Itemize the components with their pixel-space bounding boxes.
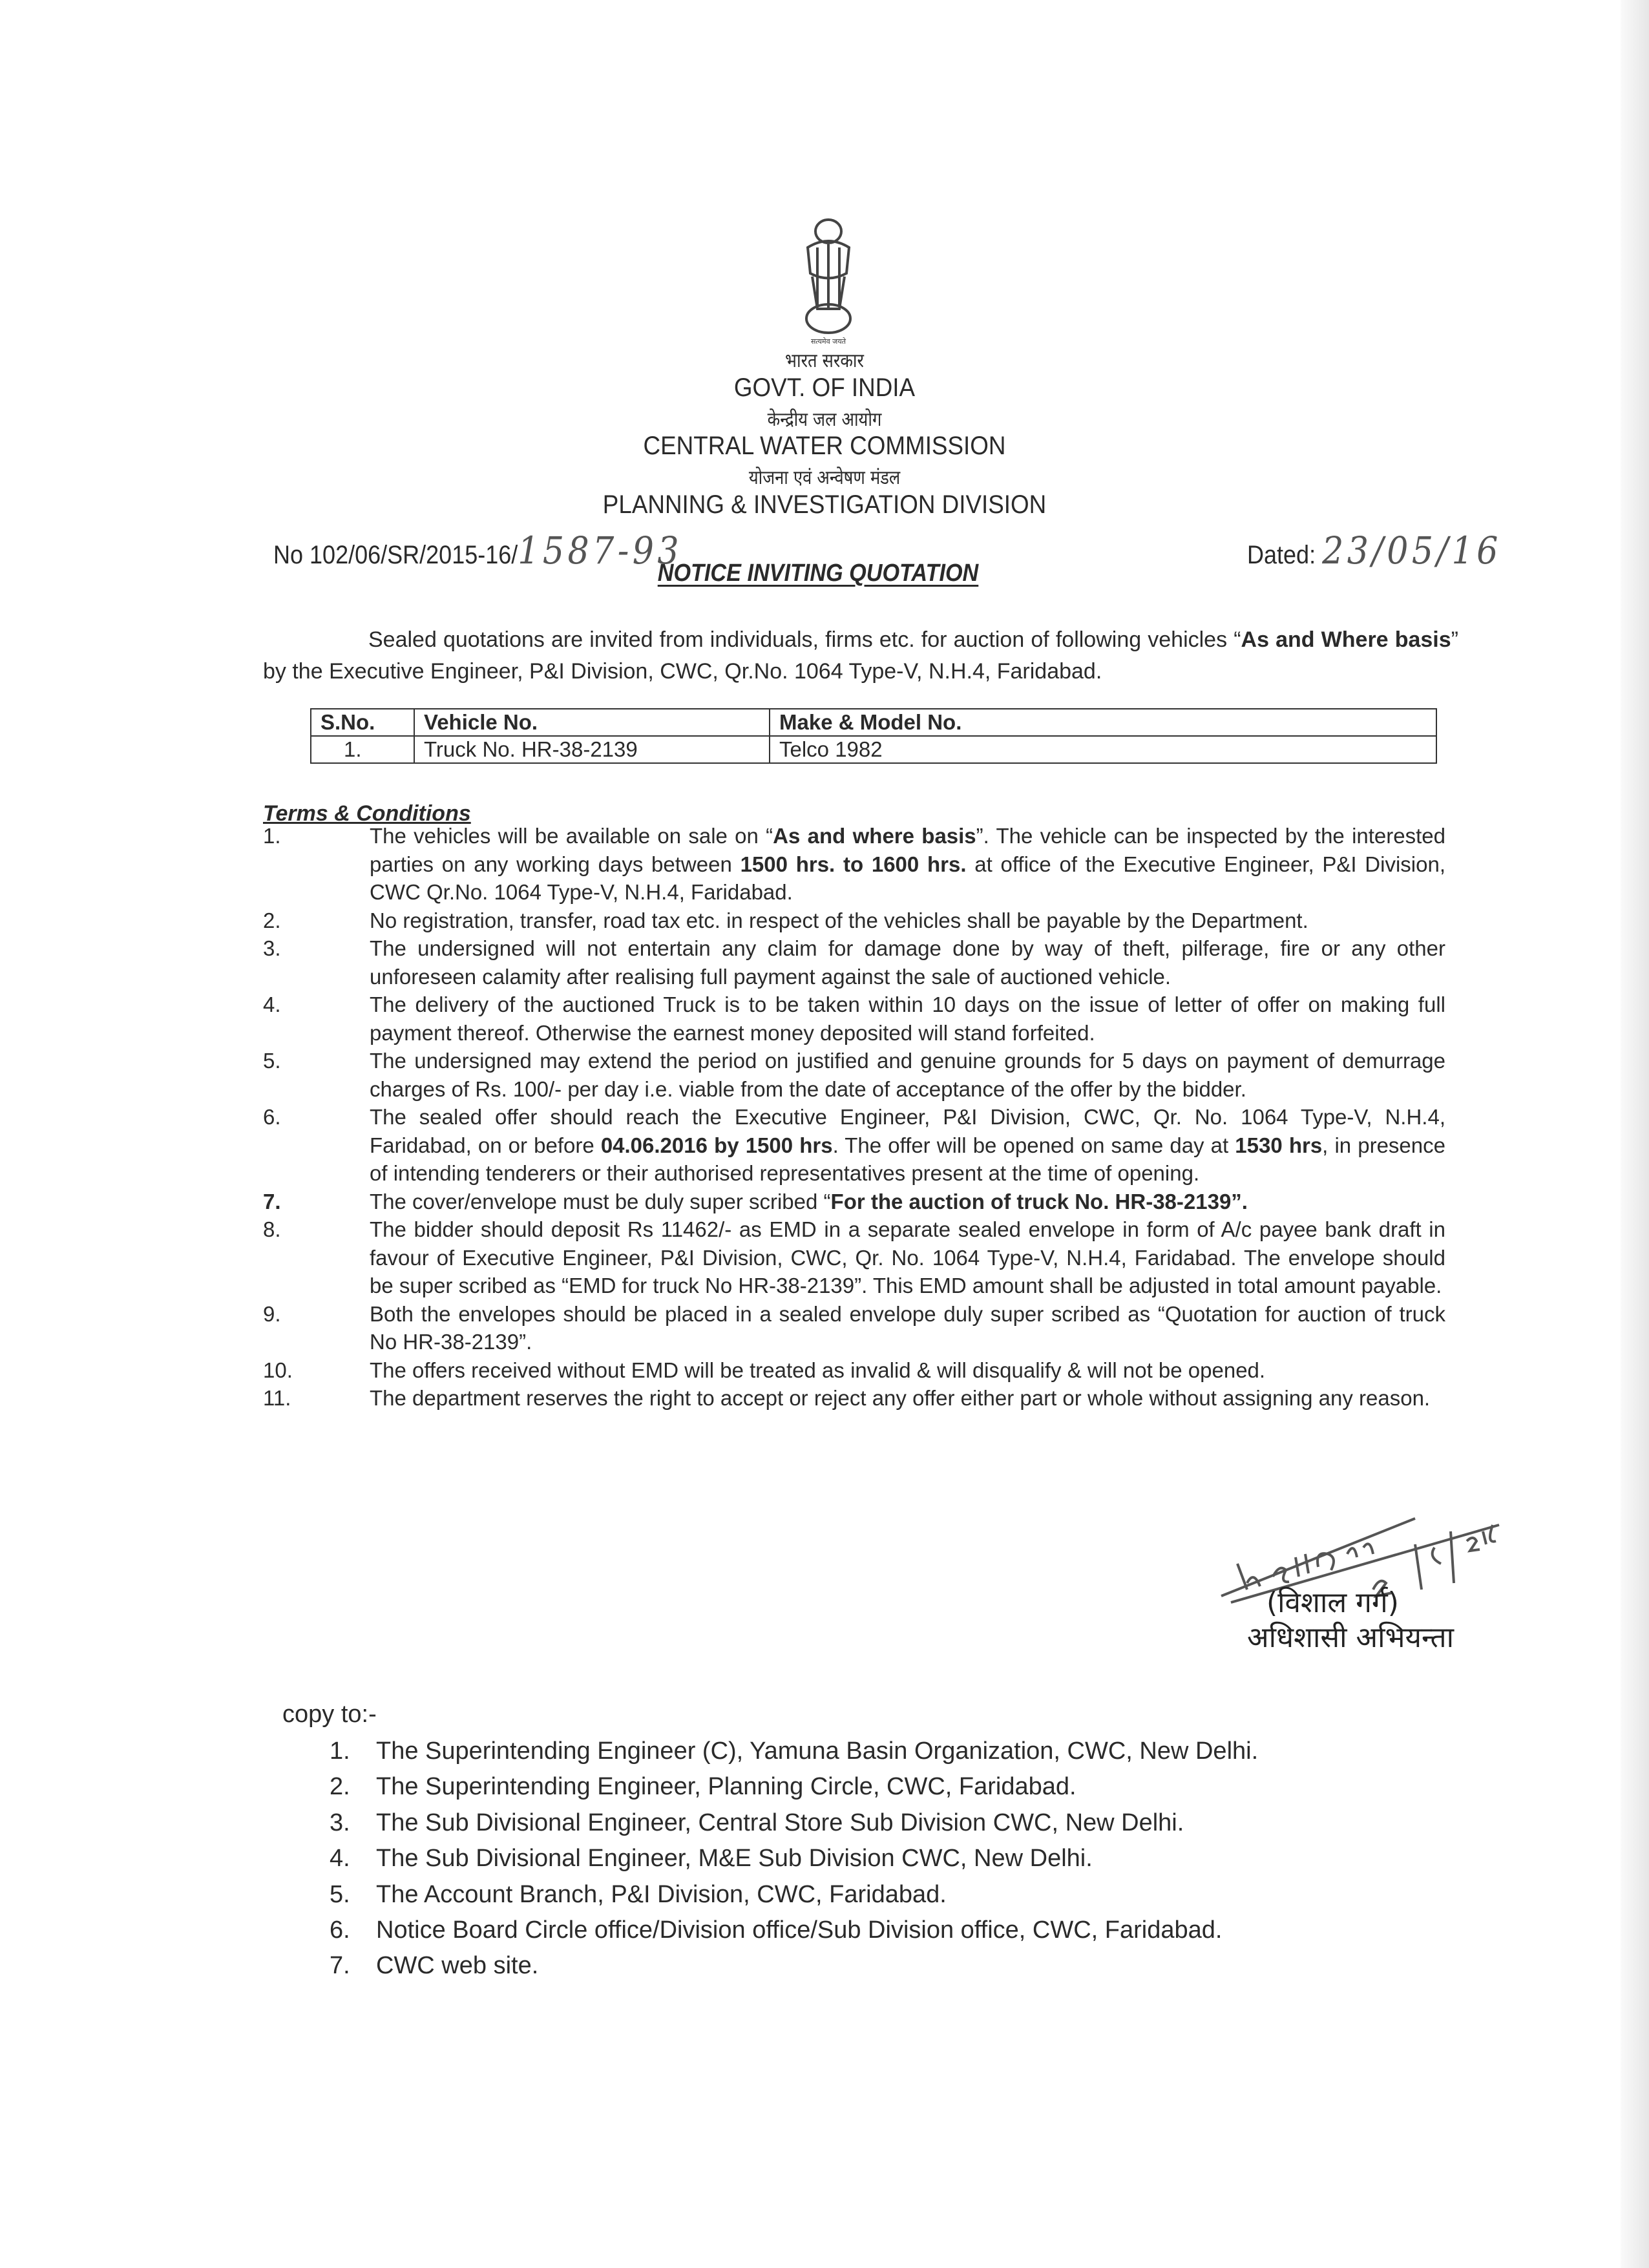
term-text <box>370 991 1445 1047</box>
term-text-segment: . The offer will be opened on same day at <box>832 1133 1235 1157</box>
copy-to-text: The Superintending Engineer (C), Yamuna Basin Organization, CWC, New Delhi. <box>376 1738 1259 1765</box>
term-text-segment: The offers received without EMD will be treated as invalid & will disqualify & will not be opened. <box>370 1358 1266 1382</box>
term-number: 8. <box>263 1217 281 1241</box>
term-item <box>263 991 1445 1047</box>
division-hindi: योजना एवं अन्वेषण मंडल <box>748 467 901 489</box>
copy-to-list <box>330 1734 1258 1984</box>
col-make: Make & Model No. <box>770 709 1436 736</box>
govt-title: GOVT. OF INDIA <box>733 373 916 402</box>
term-item <box>263 822 1445 907</box>
division-title: PLANNING & INVESTIGATION DIVISION <box>602 490 1047 519</box>
copy-to-item <box>330 1841 1258 1876</box>
copy-to-number: 6. <box>330 1916 350 1944</box>
term-number: 5. <box>263 1049 281 1073</box>
term-text-segment: , in presence of intending tenderers or their authorised representatives present at the time of opening. <box>370 1133 1445 1185</box>
term-number: 7. <box>263 1189 281 1213</box>
term-text-segment: No registration, transfer, road tax etc. in respect of the vehicles shall be payable by the Department. <box>370 908 1308 932</box>
cwc-title: CENTRAL WATER COMMISSION <box>643 432 1006 460</box>
term-item <box>263 1356 1445 1385</box>
copy-to-item <box>330 1948 1258 1984</box>
term-number: 2. <box>263 908 281 932</box>
signatory-name: (विशाल गर्ग) <box>1266 1586 1399 1619</box>
handwritten-date: 23/05/16 <box>1322 529 1502 572</box>
term-text-segment: The vehicles will be available on sale on “ <box>370 824 773 848</box>
terms-list <box>263 822 1445 1412</box>
term-item <box>263 907 1445 935</box>
govt-hindi: भारत सरकार <box>785 350 864 372</box>
cwc-hindi: केन्द्रीय जल आयोग <box>767 408 882 431</box>
cell-make: Telco 1982 <box>770 736 1436 763</box>
cell-sno: 1. <box>311 736 414 763</box>
dated-label: Dated: <box>1247 541 1316 569</box>
ref-number-text: No 102/06/SR/2015-16/ <box>273 541 518 569</box>
copy-to-item <box>330 1805 1258 1841</box>
copy-to-number: 3. <box>330 1809 350 1836</box>
term-text-segment: The undersigned may extend the period on justified and genuine grounds for 5 days on payment of demurrage charges of Rs. 100/- per day i.e. viable from the date of acceptance of the offer by the bidder. <box>370 1049 1445 1101</box>
term-text-segment: ”. The vehicle can be inspected by the interested parties on any working days between <box>370 824 1445 876</box>
term-text-segment: The bidder should deposit Rs 11462/- as EMD in a separate sealed envelope in form of A/c payee bank draft in favour of Executive Engineer, P&I Division, CWC, Qr. No. 1064 Type-V, N.H.4, Faridabad. The envelope should be super scribed as “EMD for truck No HR-38-2139”. This EMD amount shall be adjusted in total amount payable. <box>370 1217 1445 1297</box>
table-row <box>311 736 1436 763</box>
term-item <box>263 1047 1445 1103</box>
intro-text: ” by the Executive Engineer, P&I Division, CWC, Qr.No. 1064 Type-V, N.H.4, Faridabad. <box>263 627 1458 684</box>
term-text <box>370 822 1445 907</box>
term-item <box>263 1384 1445 1412</box>
copy-to-text: The Sub Divisional Engineer, M&E Sub Division CWC, New Delhi. <box>376 1845 1093 1873</box>
copy-to-number: 1. <box>330 1738 350 1765</box>
table-header-row <box>311 709 1436 736</box>
term-text <box>370 1103 1445 1188</box>
term-text <box>370 1300 1445 1356</box>
term-text <box>370 1356 1445 1385</box>
term-text <box>370 1215 1445 1300</box>
copy-to-text: Notice Board Circle office/Division office/Sub Division office, CWC, Faridabad. <box>376 1916 1223 1944</box>
copy-to-item <box>330 1877 1258 1913</box>
term-item <box>263 1215 1445 1300</box>
term-number: 10. <box>263 1358 293 1382</box>
copy-to-text: The Superintending Engineer, Planning Circle, CWC, Faridabad. <box>376 1773 1077 1801</box>
term-text <box>370 907 1445 935</box>
term-number: 9. <box>263 1301 281 1326</box>
col-vehicle: Vehicle No. <box>414 709 770 736</box>
col-sno: S.No. <box>311 709 414 736</box>
term-text-segment: at office of the Executive Engineer, P&I Division, CWC Qr.No. 1064 Type-V, N.H.4, Faridabad. <box>370 852 1445 904</box>
copy-to-item <box>330 1734 1258 1769</box>
handwritten-ref-number: 1587-93 <box>518 529 682 572</box>
copy-to-number: 5. <box>330 1880 350 1908</box>
copy-to-text: CWC web site. <box>376 1952 539 1980</box>
term-number: 4. <box>263 992 281 1016</box>
copy-to-text: The Sub Divisional Engineer, Central Store Sub Division CWC, New Delhi. <box>376 1809 1184 1836</box>
copy-to-number: 4. <box>330 1845 350 1873</box>
term-text-segment: The department reserves the right to accept or reject any offer either part or whole without assigning any reason. <box>370 1386 1431 1410</box>
term-number: 11. <box>263 1386 291 1410</box>
term-number: 6. <box>263 1105 281 1129</box>
term-bold-text: For the auction of truck No. HR-38-2139”. <box>830 1189 1248 1213</box>
term-text-segment: The sealed offer should reach the Executive Engineer, P&I Division, CWC, Qr. No. 1064 Type-V, N.H.4, Faridabad, on or before <box>370 1105 1445 1157</box>
scan-edge-shadow <box>1621 0 1649 2268</box>
term-bold-text: 04.06.2016 by 1500 hrs <box>600 1133 833 1157</box>
notice-title: NOTICE INVITING QUOTATION <box>657 560 979 587</box>
term-number: 3. <box>263 936 281 960</box>
term-item <box>263 934 1445 991</box>
svg-text:सत्यमेव जयते: सत्यमेव जयते <box>810 337 846 346</box>
copy-to-number: 7. <box>330 1952 350 1980</box>
copy-to-number: 2. <box>330 1773 350 1801</box>
term-bold-text: 1500 hrs. to 1600 hrs. <box>740 852 967 876</box>
term-item <box>263 1300 1445 1356</box>
cell-vehicle: Truck No. HR-38-2139 <box>414 736 770 763</box>
term-text <box>370 1047 1445 1103</box>
term-text-segment: The undersigned will not entertain any claim for damage done by way of theft, pilferage, fire or any other unforeseen calamity after realising full payment against the sale of auctioned vehicle. <box>370 936 1445 989</box>
term-text-segment: The cover/envelope must be duly super scribed “ <box>370 1189 831 1213</box>
intro-text: Sealed quotations are invited from individuals, firms etc. for auction of following vehicles “ <box>368 627 1241 652</box>
term-text <box>370 1384 1445 1412</box>
term-item <box>263 1103 1445 1188</box>
signatory-designation: अधिशासी अभियन्ता <box>1247 1621 1455 1654</box>
term-item <box>263 1188 1445 1216</box>
term-bold-text: As and where basis <box>773 824 976 848</box>
vehicle-table <box>310 708 1437 764</box>
term-number: 1. <box>263 824 281 848</box>
intro-bold: As and Where basis <box>1241 627 1451 652</box>
terms-heading: Terms & Conditions <box>263 801 471 826</box>
intro-paragraph <box>263 624 1458 688</box>
term-text-segment: Both the envelopes should be placed in a sealed envelope duly super scribed as “Quotation for auction of truck No HR-38-2139”. <box>370 1301 1445 1354</box>
term-text-segment: The delivery of the auctioned Truck is to be taken within 10 days on the issue of letter of offer on making full payment thereof. Otherwise the earnest money deposited will stand forfeited. <box>370 992 1445 1045</box>
copy-to-item <box>330 1913 1258 1948</box>
copy-to-item <box>330 1769 1258 1805</box>
term-text <box>370 1188 1445 1216</box>
term-bold-text: 1530 hrs <box>1235 1133 1323 1157</box>
term-text <box>370 934 1445 991</box>
copy-to-text: The Account Branch, P&I Division, CWC, Faridabad. <box>376 1880 947 1908</box>
copy-to-heading: copy to:- <box>282 1701 377 1728</box>
national-emblem-logo <box>772 212 885 348</box>
